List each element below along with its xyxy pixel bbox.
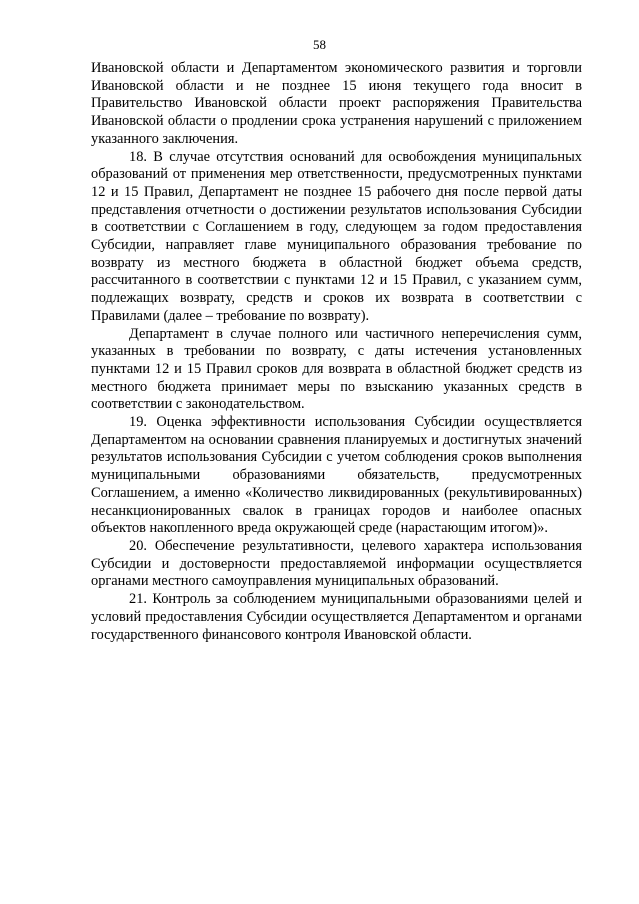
page-number: 58: [313, 37, 326, 52]
paragraph-21: 21. Контроль за соблюдением муниципальными образованиями целей и условий предоставления Субсидии осуществляется Департаментом и органами государственного финансового контроля Ивановской области.: [91, 591, 582, 643]
paragraph-20: 20. Обеспечение результативности, целевого характера использования Субсидии и достоверности предоставляемой информации осуществляется органами местного самоуправления муниципальных образований.: [91, 537, 582, 590]
document-body: [91, 60, 582, 644]
paragraph-18-recovery: Департамент в случае полного или частичного неперечисления сумм, указанных в требовании по возврату, с даты истечения установленных пунктами 12 и 15 Правил сроков для возврата в областной бюджет средств из местного бюджета принимает меры по взысканию указанных средств в соответствии с законодательством.: [91, 325, 582, 413]
paragraph-19: 19. Оценка эффективности использования Субсидии осуществляется Департаментом на основании сравнения планируемых и достигнутых значений результатов использования Субсидии с учетом соблюдения сроков выполнения муниципальными образованиями обязательств, предусмотренных Соглашением, а именно «Количество ликвидированных (рекультивированных) несанкционированных свалок в границах городов и наиболее опасных объектов накопленного вреда окружающей среде (нарастающим итогом)».: [91, 414, 582, 537]
paragraph-continuation: Ивановской области и Департаментом экономического развития и торговли Ивановской области и не позднее 15 июня текущего года вносит в Правительство Ивановской области проект распоряжения Правительства Ивановской области о продлении срока устранения нарушений с приложением указанного заключения.: [91, 60, 582, 147]
paragraph-18: 18. В случае отсутствия оснований для освобождения муниципальных образований от применения мер ответственности, предусмотренных пунктами 12 и 15 Правил, Департамент не позднее 15 рабочего дня после первой даты представления отчетности о достижении результатов использования Субсидии в соответствии с Соглашением в году, следующем за годом предоставления Субсидии, направляет главе муниципального образования требование по возврату из местного бюджета в областной бюджет объема средств, рассчитанного в соответствии с пунктами 12 и 15 Правил, с указанием сумм, подлежащих возврату, средств и сроков их возврата в соответствии с Правилами (далее – требование по возврату).: [91, 148, 582, 324]
